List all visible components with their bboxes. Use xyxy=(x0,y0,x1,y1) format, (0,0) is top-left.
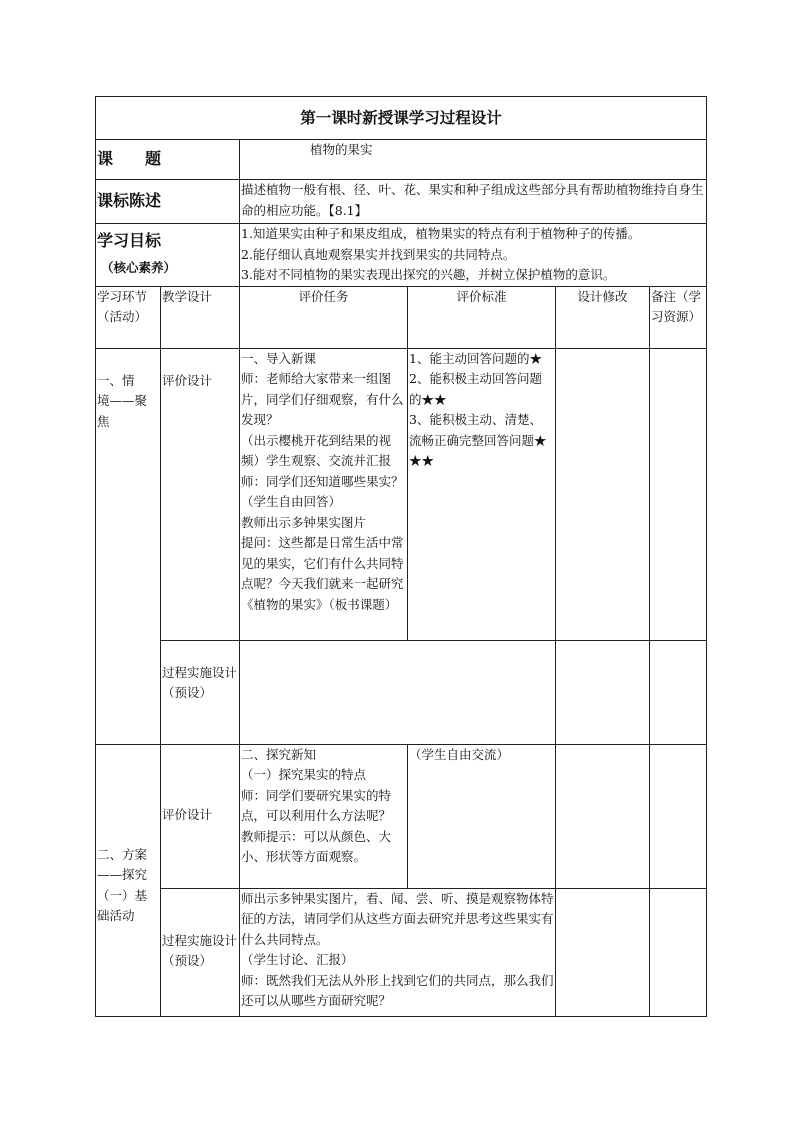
header-criteria: 评价标准 xyxy=(408,286,556,348)
process-cell: 师出示多钟果实图片，看、闻、尝、听、摸是观察物体特征的方法，请同学们从这些方面去研究并思考这些果实有什么共同特点。 （学生讨论、汇报） 师：既然我们无法从外形上找到它们的共同点，那么我们还可以从哪些方面研究呢？ xyxy=(240,888,556,1016)
evaluation-criteria: 1、能主动回答问题的★2、能积极主动回答问题的★★ 3、能积极主动、清楚、流畅正确完整回答问题★★★ xyxy=(408,348,556,640)
header-task: 评价任务 xyxy=(240,286,408,348)
note-cell xyxy=(650,640,707,744)
header-design: 教学设计 xyxy=(161,286,240,348)
header-revision: 设计修改 xyxy=(556,286,650,348)
revision-cell xyxy=(556,888,650,1016)
section-stage: 一、情 境——聚焦 xyxy=(96,348,161,744)
note-cell xyxy=(650,744,707,888)
objective-item: 1.知道果实由种子和果皮组成，植物果实的特点有利于植物种子的传播。 xyxy=(241,226,641,241)
topic-label: 课 题 xyxy=(96,140,240,180)
note-cell xyxy=(650,888,707,1016)
objectives-label: 学习目标 xyxy=(97,231,162,251)
note-cell xyxy=(650,348,707,640)
standard-text: 描述植物一般有根、径、叶、花、果实和种子组成这些部分具有帮助植物维持自身生命的相应功能。【8.1】 xyxy=(240,180,707,224)
lesson-design-table xyxy=(95,96,707,1017)
revision-cell xyxy=(556,348,650,640)
header-note: 备注（学习资源） xyxy=(650,286,707,348)
process-cell xyxy=(240,640,556,744)
objectives-label-cell xyxy=(96,224,240,287)
section-design-label: 过程实施设计（预设） xyxy=(161,888,240,1016)
standard-label: 课标陈述 xyxy=(96,180,240,224)
objectives-sublabel: （核心素养） xyxy=(101,259,177,275)
section-design-label: 评价设计 xyxy=(161,744,240,888)
evaluation-task: 一、导入新课 师：老师给大家带来一组图片，同学们仔细观察，有什么发现？ （出示樱桃开花到结果的视频）学生观察、交流并汇报 师：同学们还知道哪些果实？（学生自由回答） 教师出示多钟果实图片 提问：这些都是日常生活中常见的果实，它们有什么共同特点呢？今天我们就来一起研究《植物的果实》（板书课题） xyxy=(240,348,408,640)
objective-item: 3.能对不同植物的果实表现出探究的兴趣，并树立保护植物的意识。 xyxy=(241,267,616,282)
revision-cell xyxy=(556,744,650,888)
section-stage: 二、方案——探究 （一）基础活动 xyxy=(96,744,161,1016)
objective-item: 2.能仔细认真地观察果实并找到果实的共同特点。 xyxy=(241,246,516,262)
section-design-label: 评价设计 xyxy=(161,348,240,640)
evaluation-criteria: （学生自由交流） xyxy=(408,744,556,888)
revision-cell xyxy=(556,640,650,744)
topic-value: 植物的果实 xyxy=(240,140,707,180)
section-design-label: 过程实施设计（预设） xyxy=(161,640,240,744)
page-title: 第一课时新授课学习过程设计 xyxy=(96,97,707,140)
evaluation-task: 二、探究新知 （一）探究果实的特点 师：同学们要研究果实的特点，可以利用什么方法呢？ 教师提示：可以从颜色、大小、形状等方面观察。 xyxy=(240,744,408,888)
objectives-list xyxy=(240,224,707,287)
header-stage: 学习环节（活动） xyxy=(96,286,161,348)
